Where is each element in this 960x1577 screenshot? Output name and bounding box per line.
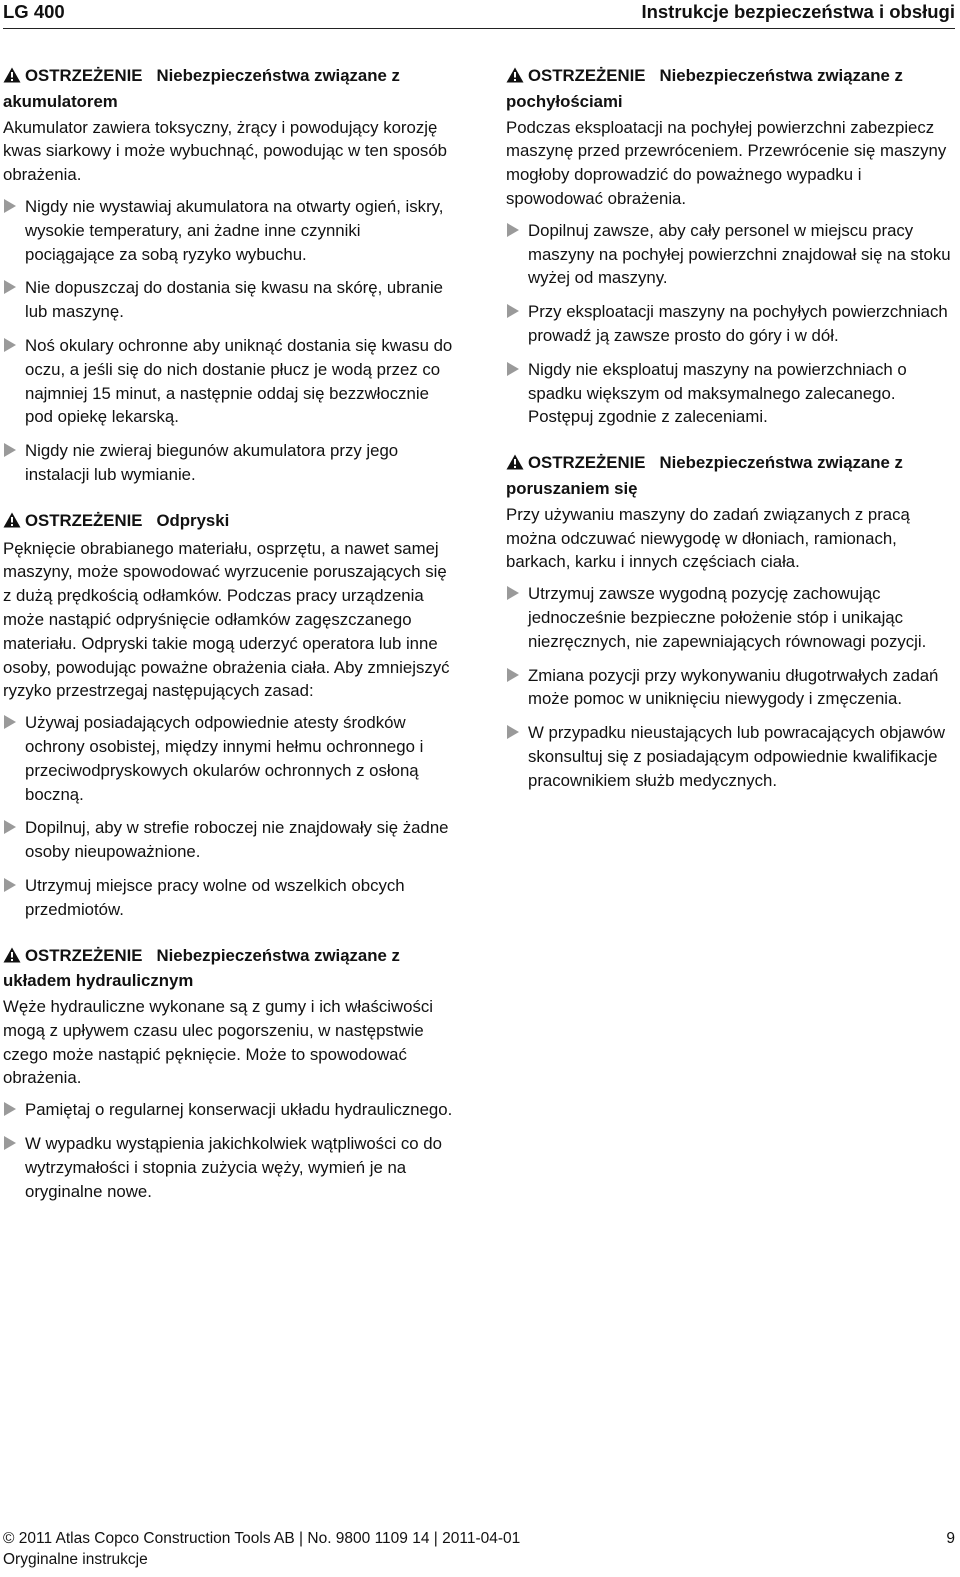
- bullet-item: [506, 582, 956, 653]
- bullet-arrow-icon: [507, 668, 519, 682]
- header-model: LG 400: [3, 1, 65, 22]
- bullet-item: [3, 816, 453, 864]
- warning-title: Niebezpieczeństwa związane z poruszaniem się: [506, 453, 903, 498]
- bullet-item: [3, 1098, 453, 1122]
- bullet-item: [506, 358, 956, 429]
- warning-section: [506, 451, 956, 792]
- bullet-arrow-icon: [4, 280, 16, 294]
- bullet-arrow-icon: [507, 223, 519, 237]
- bullet-text: Przy eksploatacji maszyny na pochyłych powierzchniach prowadź ją zawsze prosto do góry i w dół.: [528, 302, 948, 345]
- bullet-item: [3, 1132, 453, 1203]
- warning-label: OSTRZEŻENIE: [25, 945, 143, 965]
- bullet-text: Dopilnuj, aby w strefie roboczej nie znajdowały się żadne osoby nieupoważnione.: [25, 818, 449, 862]
- warning-heading: [3, 944, 453, 994]
- bullet-arrow-icon: [4, 878, 16, 892]
- warning-paragraph: Przy używaniu maszyny do zadań związanych z pracą można odczuwać niewygodę w dłoniach, ramionach, barkach, karku i innych częściach ciała.: [506, 504, 910, 572]
- bullet-text: Pamiętaj o regularnej konserwacji układu hydraulicznego.: [25, 1100, 453, 1120]
- warning-paragraph: Podczas eksploatacji na pochyłej powierzchni zabezpiecz maszynę przed przewróceniem. Przewrócenie się maszyny mogłoby doprowadzić do poważnego wypadku i spowodować obrażenia.: [506, 117, 947, 208]
- bullet-item: [3, 874, 453, 922]
- warning-label: OSTRZEŻENIE: [25, 510, 143, 530]
- warning-label: OSTRZEŻENIE: [528, 66, 646, 85]
- bullet-item: [506, 721, 956, 792]
- warning-label: OSTRZEŻENIE: [528, 453, 646, 473]
- page-header: [3, 0, 955, 29]
- bullet-item: [3, 439, 453, 487]
- warning-heading: [3, 509, 453, 535]
- bullet-arrow-icon: [507, 725, 519, 739]
- warning-heading: [506, 64, 956, 114]
- left-column: [3, 64, 453, 1225]
- bullet-item: [506, 219, 956, 290]
- warning-section: [3, 944, 453, 1204]
- warning-triangle-icon: [506, 453, 524, 477]
- bullet-list: [3, 711, 453, 921]
- bullet-arrow-icon: [4, 820, 16, 834]
- header-title: Instrukcje bezpieczeństwa i obsługi: [641, 1, 955, 22]
- bullet-text: Dopilnuj zawsze, aby cały personel w miejscu pracy maszyny na pochyłej powierzchni znajdował się na stoku wyżej od maszyny.: [528, 220, 951, 288]
- warning-heading: [506, 451, 956, 501]
- page-footer: [3, 1528, 955, 1570]
- bullet-arrow-icon: [4, 1102, 16, 1116]
- bullet-item: [3, 334, 453, 429]
- warning-section: [3, 64, 453, 487]
- warning-section: [3, 509, 453, 922]
- warning-heading: [3, 64, 453, 114]
- footer-subtitle: Oryginalne instrukcje: [3, 1551, 148, 1568]
- warning-paragraph: Pęknięcie obrabianego materiału, osprzętu, a nawet samej maszyny, może spowodować wyrzucenie poruszających się z dużą prędkością odłamków. Podczas pracy urządzenia może nastąpić odpryśnięcie odłamków zagęszczanego materiału. Odpryski takie mogą uderzyć operatora lub inne osoby, powodując poważne obrażenia ciała. Aby zmniejszyć ryzyko przestrzegaj następujących zasad:: [3, 538, 450, 701]
- bullet-arrow-icon: [507, 362, 519, 376]
- bullet-arrow-icon: [4, 715, 16, 729]
- warning-triangle-icon: [3, 66, 21, 90]
- warning-triangle-icon: [3, 946, 21, 970]
- bullet-arrow-icon: [4, 338, 16, 352]
- bullet-text: Noś okulary ochronne aby uniknąć dostania się kwasu do oczu, a jeśli się do nich dostanie płucz je wodą przez co najmniej 15 minut, a następnie oddaj się bezzwłocznie pod opiekę lekarską.: [25, 335, 453, 427]
- bullet-item: [3, 276, 453, 324]
- warning-paragraph: Węże hydrauliczne wykonane są z gumy i ich właściwości mogą z upływem czasu ulec pogorszeniu, w następstwie czego może nastąpić pęknięcie. Może to spowodować obrażenia.: [3, 997, 433, 1088]
- warning-section: [506, 64, 956, 429]
- page-number: 9: [946, 1530, 955, 1547]
- bullet-item: [3, 195, 453, 266]
- bullet-text: Nigdy nie eksploatuj maszyny na powierzchniach o spadku większym od maksymalnego zalecanego. Postępuj zgodnie z zaleceniami.: [528, 359, 907, 427]
- warning-title: Niebezpieczeństwa związane z układem hydraulicznym: [3, 945, 400, 991]
- bullet-list: [506, 219, 956, 429]
- bullet-item: [3, 711, 453, 806]
- warning-label: OSTRZEŻENIE: [25, 66, 143, 85]
- warning-title: Odpryski: [156, 510, 230, 530]
- bullet-arrow-icon: [507, 304, 519, 318]
- bullet-text: Używaj posiadających odpowiednie atesty środków ochrony osobistej, między innymi hełmu ochronnego i przeciwodpryskowych okularów ochronnych z osłoną boczną.: [25, 713, 424, 804]
- bullet-arrow-icon: [4, 443, 16, 457]
- bullet-text: Utrzymuj miejsce pracy wolne od wszelkich obcych przedmiotów.: [25, 875, 405, 919]
- bullet-arrow-icon: [4, 199, 16, 213]
- warning-paragraph: Akumulator zawiera toksyczny, żrący i powodujący korozję kwas siarkowy i może wybuchnąć, powodując w ten sposób obrażenia.: [3, 117, 447, 185]
- bullet-text: Nie dopuszczaj do dostania się kwasu na skórę, ubranie lub maszynę.: [25, 278, 443, 322]
- bullet-list: [506, 582, 956, 792]
- warning-title: Niebezpieczeństwa związane z akumulatorem: [3, 66, 400, 111]
- bullet-arrow-icon: [507, 586, 519, 600]
- bullet-text: Utrzymuj zawsze wygodną pozycję zachowując jednocześnie bezpieczne położenie stóp i unikając niezręcznych, nie zapewniających równowagi pozycji.: [528, 584, 927, 651]
- bullet-item: [506, 300, 956, 348]
- bullet-text: W wypadku wystąpienia jakichkolwiek wątpliwości co do wytrzymałości i stopnia zużycia węży, wymień je na oryginalne nowe.: [25, 1134, 442, 1201]
- bullet-list: [3, 195, 453, 487]
- warning-triangle-icon: [506, 66, 524, 90]
- bullet-arrow-icon: [4, 1136, 16, 1150]
- bullet-text: Nigdy nie wystawiaj akumulatora na otwarty ogień, iskry, wysokie temperatury, ani żadne inne czynniki pociągające za sobą ryzyko wybuchu.: [25, 196, 444, 264]
- bullet-list: [3, 1098, 453, 1203]
- footer-copyright: © 2011 Atlas Copco Construction Tools AB | No. 9800 1109 14 | 2011-04-01: [3, 1530, 521, 1547]
- bullet-item: [506, 664, 956, 712]
- warning-title: Niebezpieczeństwa związane z pochyłościami: [506, 66, 903, 111]
- bullet-text: W przypadku nieustających lub powracających objawów skonsultuj się z posiadającym odpowiednie kwalifikacje pracownikiem służb medycznych.: [528, 723, 945, 790]
- bullet-text: Nigdy nie zwieraj biegunów akumulatora przy jego instalacji lub wymianie.: [25, 441, 399, 484]
- warning-triangle-icon: [3, 511, 21, 535]
- bullet-text: Zmiana pozycji przy wykonywaniu długotrwałych zadań może pomoc w uniknięciu niewygody i zmęczenia.: [528, 665, 939, 709]
- right-column: [506, 64, 956, 815]
